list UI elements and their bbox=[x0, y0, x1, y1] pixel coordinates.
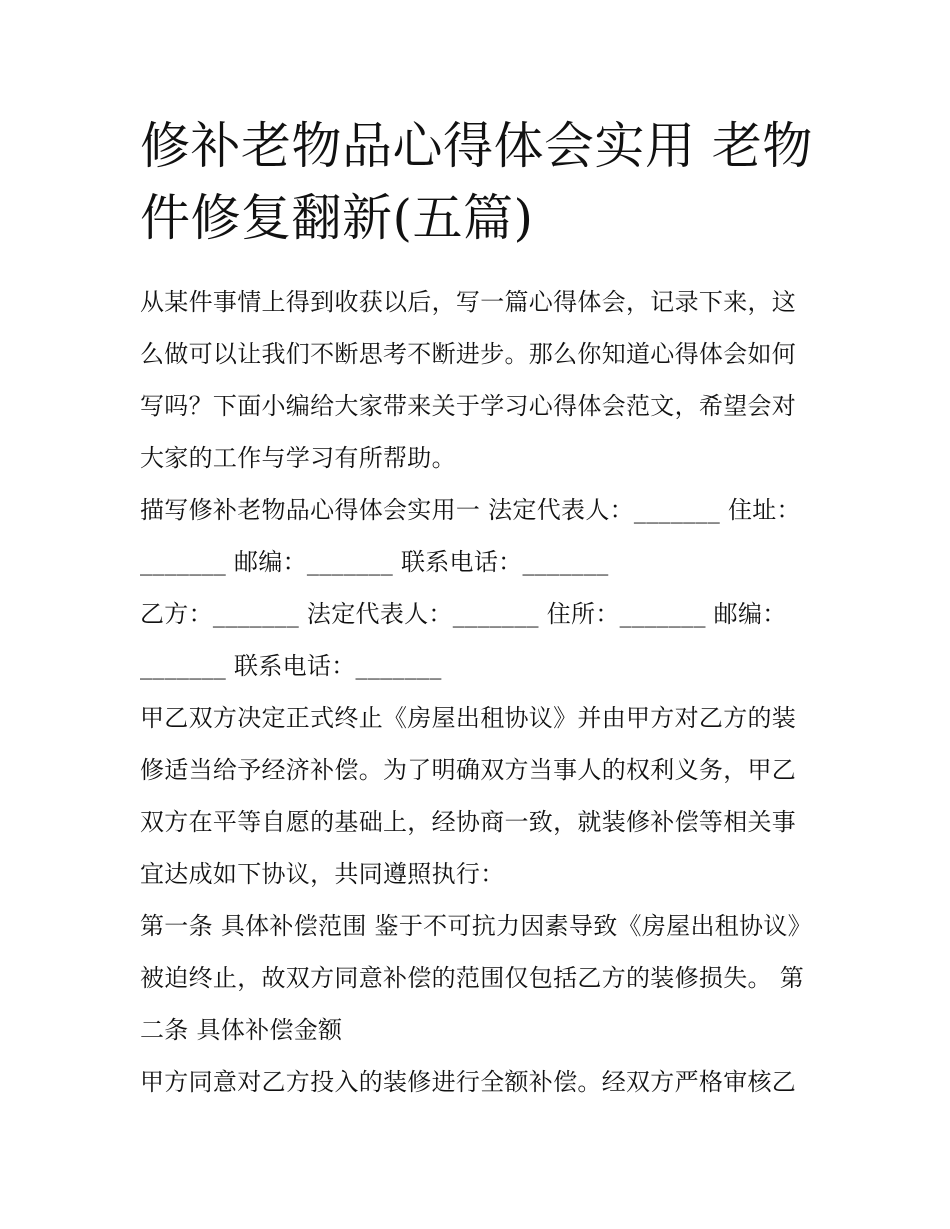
paragraph-compensation: 甲方同意对乙方投入的装修进行全额补偿。经双方严格审核乙 bbox=[140, 1068, 797, 1096]
paragraph-party-b: 乙方：_______ 法定代表人：_______ 住所：_______ 邮编：_______ 联系电话：_______ bbox=[140, 600, 787, 680]
document-page bbox=[140, 110, 820, 1108]
paragraph-party-a: 描写修补老物品心得体会实用一 法定代表人：_______ 住址：_______ 邮编：_______ 联系电话：_______ bbox=[140, 496, 801, 576]
document-title: 修补老物品心得体会实用 老物件修复翻新(五篇) bbox=[140, 117, 813, 247]
document-body bbox=[140, 276, 820, 1108]
paragraph-intro: 从某件事情上得到收获以后，写一篇心得体会，记录下来，这么做可以让我们不断思考不断进步。那么你知道心得体会如何写吗？下面小编给大家带来关于学习心得体会范文，希望会对大家的工作与学习有所帮助。 bbox=[140, 288, 797, 472]
paragraph-article-one: 第一条 具体补偿范围 鉴于不可抗力因素导致《房屋出租协议》被迫终止，故双方同意补偿的范围仅包括乙方的装修损失。 第二条 具体补偿金额 bbox=[140, 912, 812, 1044]
paragraph-agreement: 甲乙双方决定正式终止《房屋出租协议》并由甲方对乙方的装修适当给予经济补偿。为了明确双方当事人的权利义务，甲乙双方在平等自愿的基础上，经协商一致，就装修补偿等相关事宜达成如下协议，共同遵照执行： bbox=[140, 704, 797, 888]
